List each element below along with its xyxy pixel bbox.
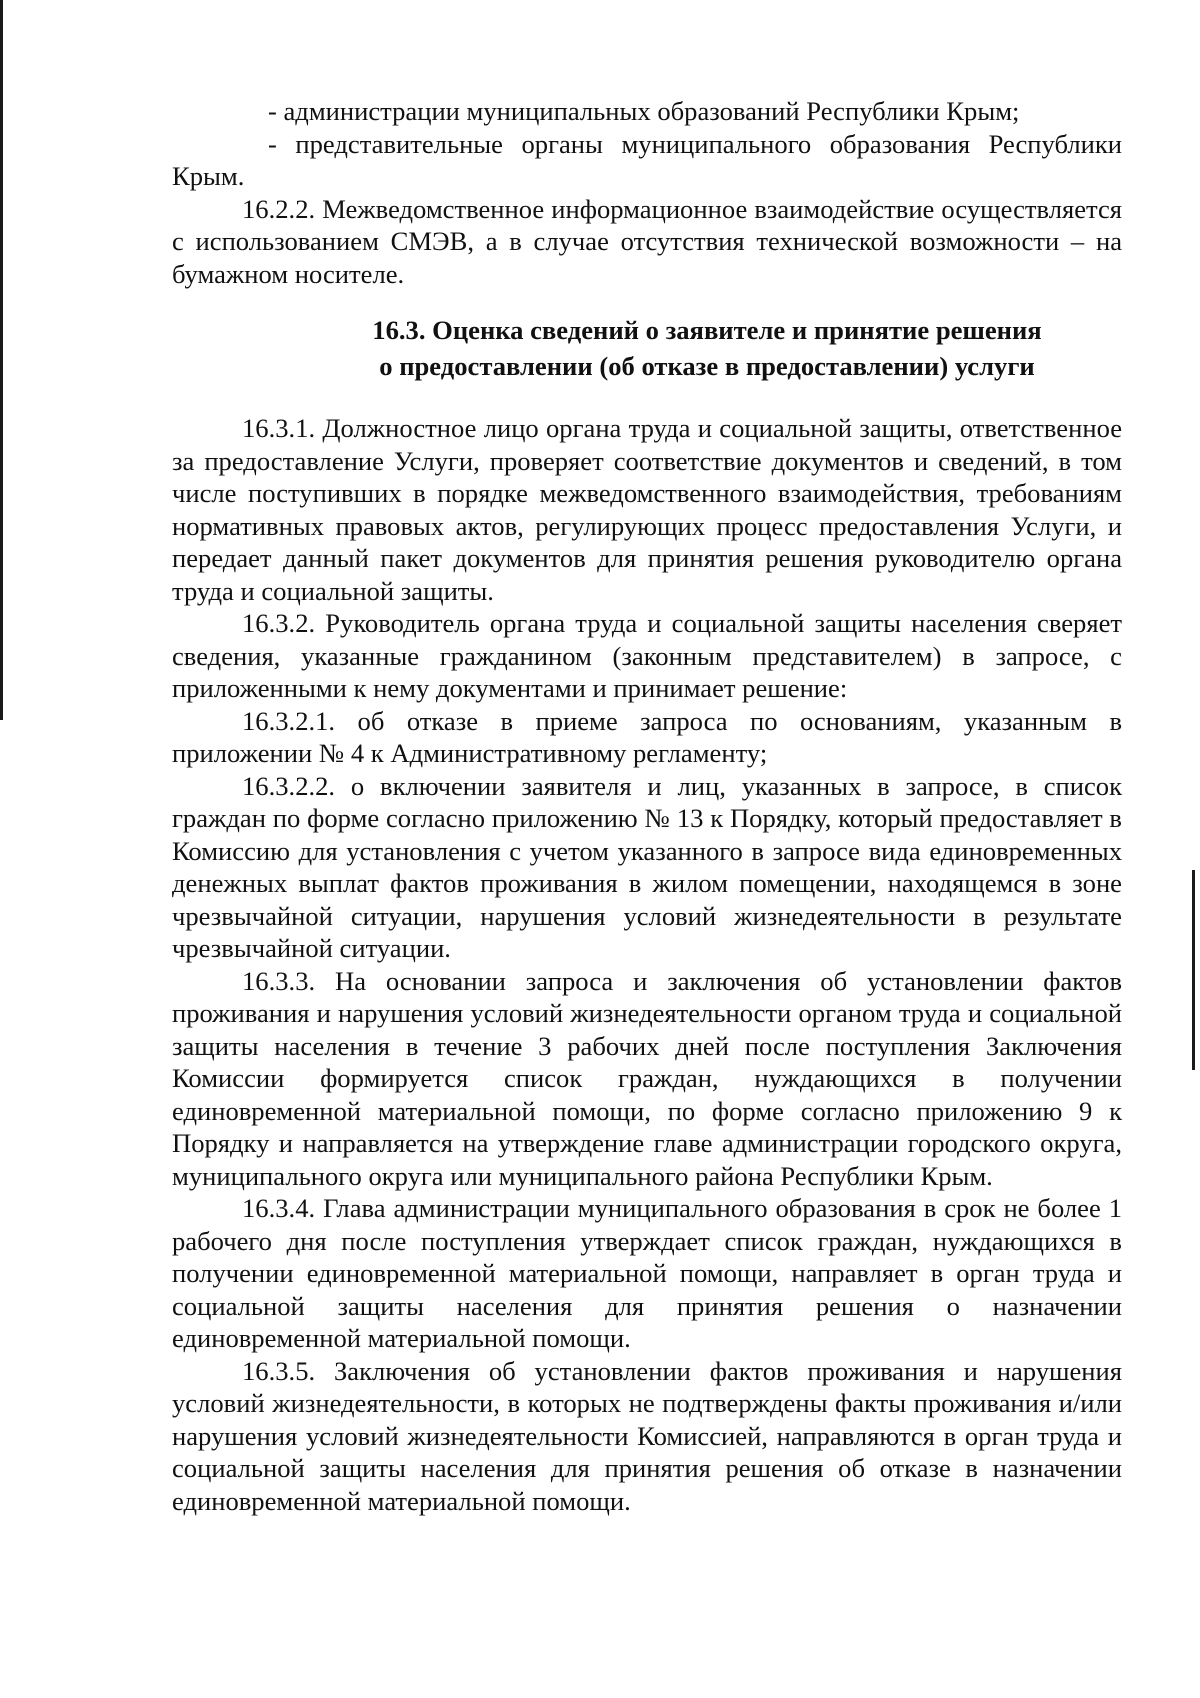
- paragraph-16-3-1: 16.3.1. Должностное лицо органа труда и социальной защиты, ответственное за предоставление Услуги, проверяет соответствие документов и сведений, в том числе поступивших в порядке межведомственного взаимодействия, требованиям нормативных правовых актов, регулирующих процесс предоставления Услуги, и передает данный пакет документов для принятия решения руководителю органа труда и социальной защиты.: [172, 413, 1122, 606]
- section-heading-line: 16.3. Оценка сведений о заявителе и принятие решения: [372, 315, 1042, 345]
- section-heading: [172, 312, 1122, 384]
- scan-edge-left: [0, 0, 3, 720]
- intro-item: - администрации муниципальных образований Республики Крым;: [268, 96, 1020, 126]
- paragraph-16-3-2-1: 16.3.2.1. об отказе в приеме запроса по основаниям, указанным в приложении № 4 к Административному регламенту;: [172, 705, 1122, 768]
- paragraph-16-3-2: 16.3.2. Руководитель органа труда и социальной защиты населения сверяет сведения, указанные гражданином (законным представителем) в запросе, с приложенными к нему документами и принимает решение:: [172, 608, 1122, 703]
- document-page: [172, 95, 1122, 1517]
- paragraph-16-3-4: 16.3.4. Глава администрации муниципального образования в срок не более 1 рабочего дня после поступления утверждает список граждан, нуждающихся в получении единовременной материальной помощи, направляет в орган труда и социальной защиты населения для принятия решения о назначении единовременной материальной помощи.: [172, 1193, 1122, 1353]
- paragraph-16-3-3: 16.3.3. На основании запроса и заключения об установлении фактов проживания и нарушения условий жизнедеятельности органом труда и социальной защиты населения в течение 3 рабочих дней после поступления Заключения Комиссии формируется список граждан, нуждающихся в получении единовременной материальной помощи, по форме согласно приложению 9 к Порядку и направляется на утверждение главе администрации городского округа, муниципального округа или муниципального района Республики Крым.: [172, 965, 1122, 1191]
- paragraph-16-3-5: 16.3.5. Заключения об установлении фактов проживания и нарушения условий жизнедеятельности, в которых не подтверждены факты проживания и/или нарушения условий жизнедеятельности Комиссией, направляются в орган труда и социальной защиты населения для принятия решения об отказе в назначении единовременной материальной помощи.: [172, 1355, 1122, 1516]
- scan-edge-right: [1192, 870, 1195, 1070]
- intro-item: - представительные органы муниципального образования Республики Крым.: [172, 128, 1122, 191]
- paragraph-16-3-2-2: 16.3.2.2. о включении заявителя и лиц, указанных в запросе, в список граждан по форме согласно приложению № 13 к Порядку, который предоставляет в Комиссию для установления с учетом указанного в запросе вида единовременных денежных выплат фактов проживания в жилом помещении, находящемся в зоне чрезвычайной ситуации, нарушения условий жизнедеятельности в результате чрезвычайной ситуации.: [172, 770, 1122, 963]
- section-heading-line: о предоставлении (об отказе в предоставлении) услуги: [379, 351, 1035, 381]
- paragraph-16-2-2: 16.2.2. Межведомственное информационное взаимодействие осуществляется с использованием СМЭВ, а в случае отсутствия технической возможности – на бумажном носителе.: [172, 193, 1122, 289]
